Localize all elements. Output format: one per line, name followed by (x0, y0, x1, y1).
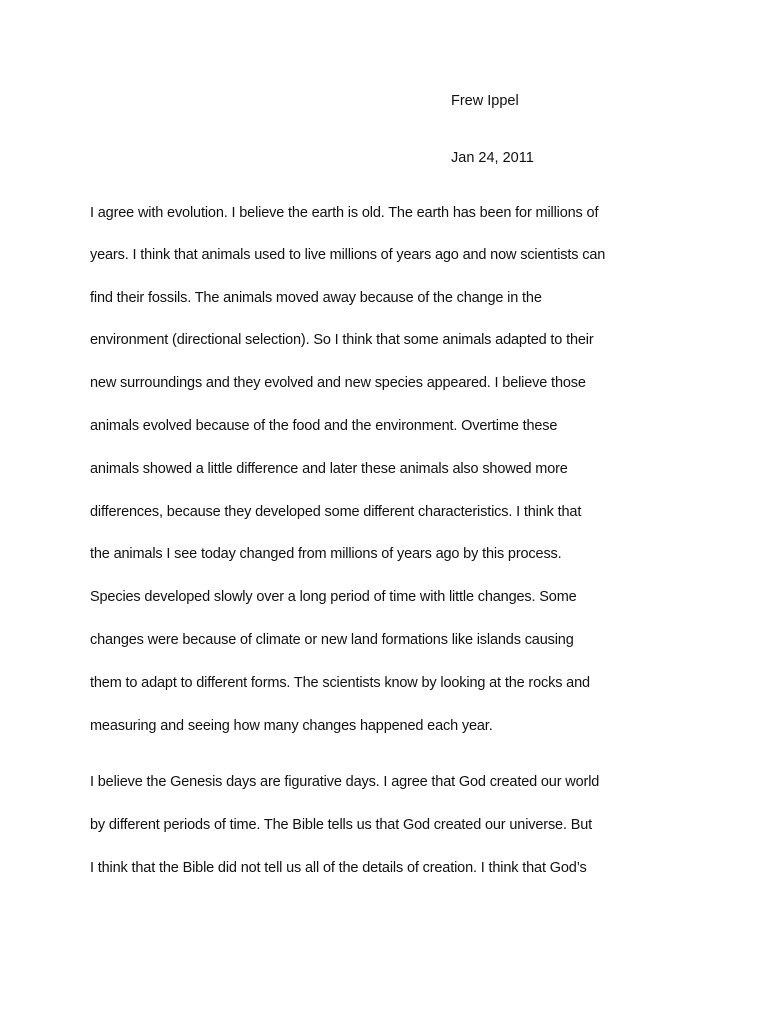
text-line: animals showed a little difference and later these animals also showed more (90, 461, 568, 477)
text-line: I agree with evolution. I believe the earth is old. The earth has been for millions of (90, 205, 599, 221)
text-line: find their fossils. The animals moved away because of the change in the (90, 290, 542, 306)
text-line: new surroundings and they evolved and new species appeared. I believe those (90, 375, 586, 391)
text-line: changes were because of climate or new land formations like islands causing (90, 632, 574, 648)
text-line: I believe the Genesis days are figurative days. I agree that God created our world (90, 774, 600, 790)
text-line: I think that the Bible did not tell us all of the details of creation. I think that God’s (90, 860, 587, 876)
text-line: environment (directional selection). So I think that some animals adapted to their (90, 332, 594, 348)
text-line: differences, because they developed some different characteristics. I think that (90, 504, 582, 520)
text-line: animals evolved because of the food and the environment. Overtime these (90, 418, 558, 434)
text-line: them to adapt to different forms. The scientists know by looking at the rocks and (90, 675, 590, 691)
text-line: Species developed slowly over a long period of time with little changes. Some (90, 589, 577, 605)
author-name: Frew Ippel (451, 93, 519, 109)
document-date: Jan 24, 2011 (451, 150, 534, 166)
text-line: by different periods of time. The Bible tells us that God created our universe. But (90, 817, 593, 833)
text-line: years. I think that animals used to live millions of years ago and now scientists can (90, 247, 606, 263)
text-line: measuring and seeing how many changes happened each year. (90, 718, 493, 734)
text-line: the animals I see today changed from millions of years ago by this process. (90, 546, 562, 562)
